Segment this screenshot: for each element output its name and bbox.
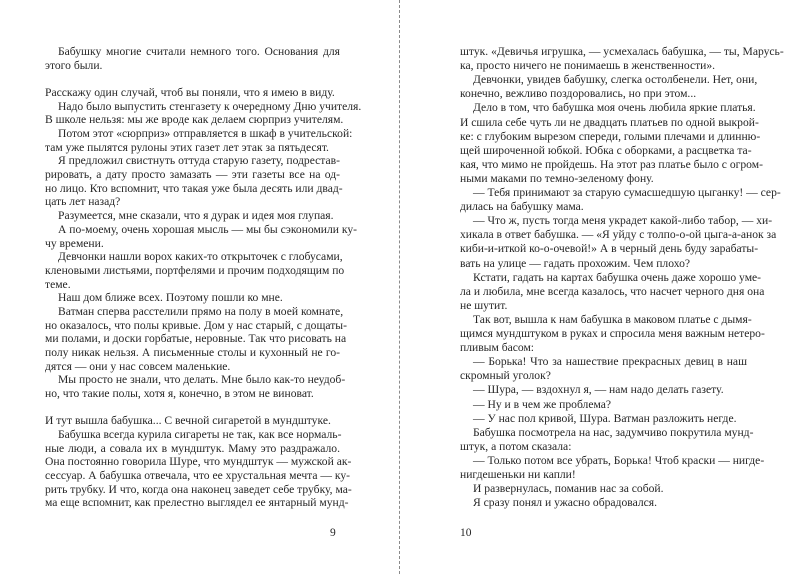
text-line: Расскажу один случай, чтоб вы поняли, что я имею в виду. [45, 86, 335, 100]
text-line: А по-моему, очень хорошая мысль — мы бы сэкономили ку- [58, 222, 358, 236]
text-line: И тут вышла бабушка... С вечной сигаретой в мундштуке. [45, 414, 331, 428]
text-line: И сшила себе чуть ли не двадцать платьев по одной выкрой- [460, 115, 759, 129]
text-line: там уже пылятся рулоны этих газет лет этак за пятьдесят. [45, 140, 329, 154]
text-line: Так вот, вышла к нам бабушка в маковом платье с дымя- [473, 312, 752, 326]
text-line: Дело в том, что бабушка моя очень любила яркие платья. [473, 101, 756, 115]
text-line: Надо было выпустить стенгазету к очередному Дню учителя. [58, 99, 362, 113]
text-line: Мы просто не знали, что делать. Мне было как-то неудоб- [58, 373, 346, 387]
text-line: Я сразу понял и ужасно обрадовался. [473, 496, 657, 510]
text-line: — Тебя принимают за старую сумасшедшую цыганку! — сер- [473, 186, 781, 199]
text-line: Бабушку многие считали немного того. Основания для [58, 45, 340, 58]
text-line: сессуар. А бабушка отвечала, что ее хрустальная мечта — ку- [45, 469, 351, 483]
text-line: полу никак нельзя. А письменные столы и кухонный не го- [45, 345, 340, 359]
text-line: пливым басом: [460, 341, 535, 355]
text-line: Она постоянно говорила Шуре, что мундштук — мужской ак- [45, 455, 352, 469]
text-line: но лицо. Кто вспомнит, что такая уже была десять или двад- [45, 181, 343, 195]
text-line: теме. [45, 277, 71, 291]
text-line: щимся мундштуком в руках и спросила меня важным нетеро- [460, 327, 765, 340]
text-line: чу времени. [45, 236, 104, 250]
text-line: — Борька! Что за нашествие прекрасных девиц в наш [473, 355, 747, 369]
text-line: цать лет назад? [45, 195, 121, 209]
text-line: — У нас пол кривой, Шура. Ватман разложить негде. [473, 411, 737, 425]
text-line: — Шура, — вздохнул я, — нам надо делать газету. [473, 383, 724, 397]
text-line: скромный уголок? [460, 369, 551, 383]
left-page [0, 0, 399, 574]
text-line: Я предложил свистнуть оттуда старую газету, подрестав- [58, 154, 340, 168]
text-line: ми полами, и доски горбатые, неровные. Так что рисовать на [45, 332, 347, 346]
text-line: Кстати, гадать на картах бабушка очень даже хорошо уме- [473, 270, 762, 284]
text-line: Разумеется, мне сказали, что я дурак и идея моя глупая. [58, 209, 334, 223]
text-line: киби-и-иткой ко-о-очевой!» А в черный день буду зарабаты- [460, 242, 759, 256]
text-line: Бабушка посмотрела на нас, задумчиво покрутила мунд- [473, 425, 754, 439]
text-line: ма еще вспомнит, как прелестно выглядел ее янтарный мунд- [45, 496, 349, 510]
page-divider [399, 0, 400, 574]
text-line: дятся — они у нас совсем маленькие. [45, 359, 231, 373]
text-line: хикала в ответ бабушка. — «Я уйду с толпо-о-ой цыга-а-анок за [460, 228, 777, 242]
text-line: кая, что мимо не пройдешь. На этот раз платье было с огром- [460, 157, 763, 171]
page-number: 9 [330, 527, 336, 539]
text-line: В школе нельзя: мы же вроде как делаем сюрприз учителям. [45, 113, 344, 127]
text-line: ными маками по темно-зеленому фону. [460, 171, 654, 185]
text-line: штук, а потом сказала: [460, 439, 572, 453]
text-line: дилась на бабушку мама. [460, 200, 584, 214]
text-line: ке: с глубоким вырезом спереди, голыми плечами и длинню- [460, 129, 761, 143]
text-line: нигдешеньки ни капли! [460, 468, 576, 481]
text-line: Наш дом ближе всех. Поэтому пошли ко мне. [58, 291, 283, 305]
right-page [401, 0, 800, 574]
text-line: Девчонки нашли ворох каких-то открыточек с глобусами, [58, 250, 343, 264]
text-line: но оказалось, что полы кривые. Дом у нас старый, с дощаты- [45, 318, 347, 332]
text-line: кленовыми листьями, портфелями и прочим подходящим по [45, 263, 345, 277]
text-line: рировать, а дату просто замазать — эти газеты все на од- [45, 168, 340, 182]
text-line: — Ну и в чем же проблема? [473, 397, 612, 411]
text-line: Ватман сперва расстелили прямо на полу в моей комнате, [58, 304, 344, 318]
text-line: конечно, вежливо поздоровались, но при этом... [460, 87, 697, 101]
text-line: — Только потом все убрать, Борька! Чтоб краски — нигде- [473, 453, 765, 467]
text-line: рить трубку. И что, когда она наконец заведет себе трубку, ма- [45, 482, 352, 496]
text-line: щей широченной юбкой. Юбка с оборками, а расцветка та- [460, 143, 752, 157]
text-line: не шутит. [460, 298, 508, 312]
text-line: — Что ж, пусть тогда меня украдет какой-либо табор, — хи- [473, 214, 773, 228]
text-line: ла и любила, мне всегда казалось, что насчет черного дня она [460, 284, 765, 298]
text-line: этого были. [45, 58, 103, 72]
text-line: Девчонки, увидев бабушку, слегка остолбенели. Нет, они, [473, 73, 758, 87]
text-line: штук. «Девичья игрушка, — усмехалась бабушка, — ты, Марусь- [460, 45, 784, 58]
text-line: И развернулась, поманив нас за собой. [473, 482, 664, 496]
page-number: 10 [460, 527, 472, 539]
text-line: ные люди, а совала их в мундштук. Маму это раздражало. [45, 441, 340, 455]
text-line: но, что такие полы, хотя я, конечно, в этом не виноват. [45, 387, 314, 400]
text-line: Бабушка всегда курила сигареты не так, как все нормаль- [58, 428, 342, 442]
text-line: Потом этот «сюрприз» отправляется в шкаф в учительской: [58, 127, 353, 141]
text-line: ка, просто ничего не понимаешь в женственности». [460, 59, 716, 73]
text-line: вать на улице — гадать прохожим. Чем плохо? [460, 256, 691, 270]
